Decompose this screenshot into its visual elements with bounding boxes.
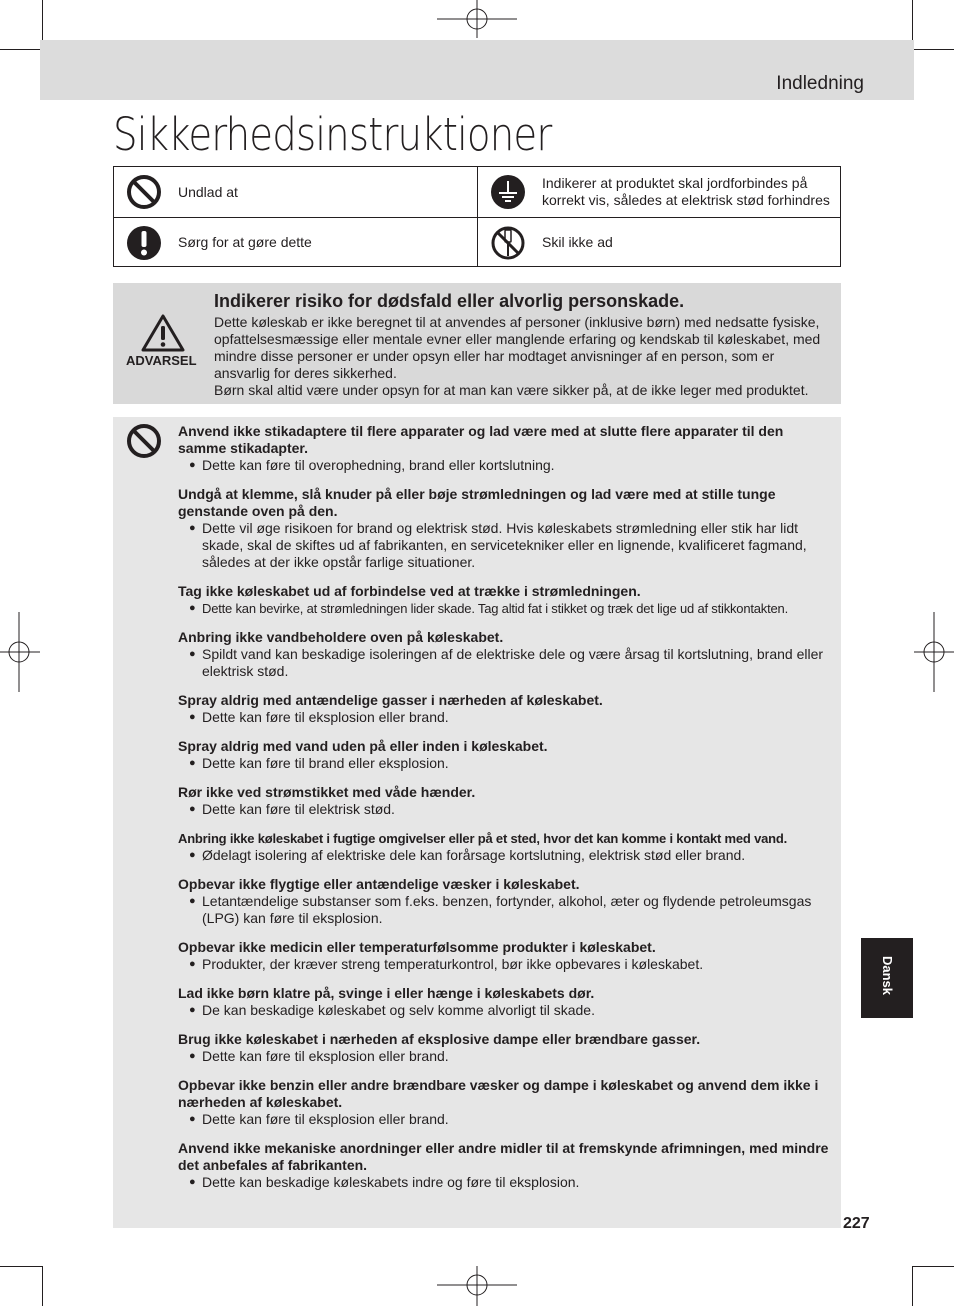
rule-bullet: ● Produkter, der kræver streng temperaturkontrol, bør ikke opbevares i køleskabet. bbox=[178, 956, 834, 973]
rule-item bbox=[178, 985, 834, 1019]
rule-bullet: ● Dette kan føre til elektrisk stød. bbox=[178, 801, 834, 818]
language-tab-label: Dansk bbox=[880, 956, 895, 996]
ground-icon bbox=[490, 174, 526, 210]
mandatory-icon bbox=[126, 225, 162, 261]
rule-bullet: ● Dette kan føre til overophedning, brand eller kortslutning. bbox=[178, 457, 834, 474]
rule-item bbox=[178, 629, 834, 680]
registration-mark-top bbox=[437, 0, 517, 40]
page-title: Sikkerhedsinstruktioner bbox=[113, 108, 552, 161]
warning-label: ADVARSEL bbox=[126, 353, 197, 368]
rule-item bbox=[178, 486, 834, 571]
rule-item bbox=[178, 939, 834, 973]
warning-paragraph: Børn skal altid være under opsyn for at man kan være sikker på, at de ikke leger med produktet. bbox=[214, 382, 809, 398]
crop-mark bbox=[912, 1266, 954, 1267]
rule-item bbox=[178, 692, 834, 726]
rule-heading: Anbring ikke køleskabet i fugtige omgivelser eller på et sted, hvor det kan komme i kontakt med vand. bbox=[178, 831, 788, 846]
section-label: Indledning bbox=[776, 73, 864, 94]
rule-heading: Opbevar ikke benzin eller andre brændbare væsker og dampe i køleskabet og anvend dem ikke i nærheden af køleskabet. bbox=[178, 1077, 819, 1110]
no-disassembly-icon bbox=[490, 225, 526, 261]
registration-mark-right bbox=[914, 612, 954, 692]
rule-heading: Spray aldrig med vand uden på eller inden i køleskabet. bbox=[178, 738, 548, 754]
rule-bullet: ● Dette kan føre til brand eller eksplosion. bbox=[178, 755, 834, 772]
symbol-text: Sørg for at gøre dette bbox=[178, 234, 312, 250]
crop-mark bbox=[912, 0, 913, 40]
rule-item bbox=[178, 830, 834, 864]
rule-bullet: ● De kan beskadige køleskabet og selv komme alvorligt til skade. bbox=[178, 1002, 834, 1019]
rule-heading: Spray aldrig med antændelige gasser i nærheden af køleskabet. bbox=[178, 692, 603, 708]
warning-body bbox=[214, 314, 834, 399]
rule-item bbox=[178, 1031, 834, 1065]
rule-item bbox=[178, 1140, 834, 1191]
symbol-cell bbox=[114, 167, 477, 217]
rule-heading: Tag ikke køleskabet ud af forbindelse ved at trække i strømledningen. bbox=[178, 583, 641, 599]
rule-bullet: ● Ødelagt isolering af elektriske dele kan forårsage kortslutning, elektrisk stød eller brand. bbox=[178, 847, 834, 864]
crop-mark bbox=[42, 0, 43, 40]
warning-triangle-icon bbox=[140, 313, 186, 353]
rule-heading: Anvend ikke stikadaptere til flere apparater og lad være med at slutte flere apparater til den samme stikadapter. bbox=[178, 423, 784, 456]
rule-heading: Rør ikke ved strømstikket med våde hænder. bbox=[178, 784, 476, 800]
prohibition-icon bbox=[126, 174, 162, 210]
rule-bullet: ● Dette kan føre til eksplosion eller brand. bbox=[178, 709, 834, 726]
rule-heading: Anbring ikke vandbeholdere oven på køleskabet. bbox=[178, 629, 504, 645]
rule-bullet: ● Dette kan føre til eksplosion eller brand. bbox=[178, 1111, 834, 1128]
crop-mark bbox=[912, 1266, 913, 1306]
rule-heading: Opbevar ikke flygtige eller antændelige væsker i køleskabet. bbox=[178, 876, 580, 892]
symbol-cell bbox=[114, 218, 477, 267]
crop-mark bbox=[0, 1266, 42, 1267]
rule-item bbox=[178, 784, 834, 818]
warning-heading: Indikerer risiko for dødsfald eller alvorlig personskade. bbox=[214, 291, 685, 311]
rule-item bbox=[178, 423, 834, 474]
warning-paragraph: Dette køleskab er ikke beregnet til at anvendes af personer (inklusive børn) med nedsatte fysiske, opfattelsesmæssige eller mentale evner eller manglende erfaring og kendskab til køleskabet, med mindre disse personer er under opsyn eller har modtaget anvisninger af en person, som er ansvarlig for deres sikkerhed. bbox=[214, 314, 821, 381]
rule-bullet: ● Dette vil øge risikoen for brand og elektrisk stød. Hvis køleskabets strømledning eller stik har lidt skade, skal de skiftes ud af fabrikanten, en servicetekniker eller en lignende, kvalificeret fagmand, således at der ikke opstår farlige situationer. bbox=[178, 520, 834, 571]
rule-heading: Anvend ikke mekaniske anordninger eller andre midler til at fremskynde afrimningen, med mindre det anbefales af fabrikanten. bbox=[178, 1140, 829, 1173]
prohibition-icon bbox=[126, 423, 162, 459]
rule-bullet: ● Letantændelige substanser som f.eks. benzen, fortynder, alkohol, æter og flydende petroleumsgas (LPG) kan føre til eksplosion. bbox=[178, 893, 834, 927]
symbol-text: Indikerer at produktet skal jordforbindes på korrekt vis, således at elektrisk stød forhindres bbox=[542, 175, 830, 208]
rule-bullet: ● Dette kan beskadige køleskabets indre og føre til eksplosion. bbox=[178, 1174, 834, 1191]
crop-mark bbox=[912, 49, 954, 50]
rule-heading: Lad ikke børn klatre på, svinge i eller hænge i køleskabets dør. bbox=[178, 985, 595, 1001]
rule-item bbox=[178, 1077, 834, 1128]
crop-mark bbox=[42, 1266, 43, 1306]
registration-mark-left bbox=[0, 612, 40, 692]
rule-item bbox=[178, 583, 834, 617]
rule-bullet: ● Dette kan bevirke, at strømledningen lider skade. Tag altid fat i stikket og træk det lige ud af stikkontakten. bbox=[178, 600, 834, 617]
rule-heading: Undgå at klemme, slå knuder på eller bøje strømledningen og lad være med at stille tunge genstande oven på den. bbox=[178, 486, 776, 519]
rule-heading: Opbevar ikke medicin eller temperaturfølsomme produkter i køleskabet. bbox=[178, 939, 656, 955]
symbol-text: Skil ikke ad bbox=[542, 234, 613, 250]
symbol-cell bbox=[478, 218, 840, 267]
registration-mark-bottom bbox=[437, 1266, 517, 1306]
page-number: 227 bbox=[843, 1215, 870, 1232]
rule-item bbox=[178, 738, 834, 772]
rule-bullet: ● Dette kan føre til eksplosion eller brand. bbox=[178, 1048, 834, 1065]
symbol-legend-table bbox=[113, 166, 841, 267]
rule-item bbox=[178, 876, 834, 927]
symbol-text: Undlad at bbox=[178, 183, 238, 200]
rules-list bbox=[178, 423, 834, 1203]
rule-bullet: ● Spildt vand kan beskadige isoleringen af de elektriske dele og være årsag til kortslutning, brand eller elektrisk stød. bbox=[178, 646, 834, 680]
rule-heading: Brug ikke køleskabet i nærheden af eksplosive dampe eller brændbare gasser. bbox=[178, 1031, 701, 1047]
crop-mark bbox=[0, 49, 42, 50]
symbol-cell bbox=[478, 167, 840, 217]
language-tab[interactable] bbox=[861, 938, 913, 1018]
